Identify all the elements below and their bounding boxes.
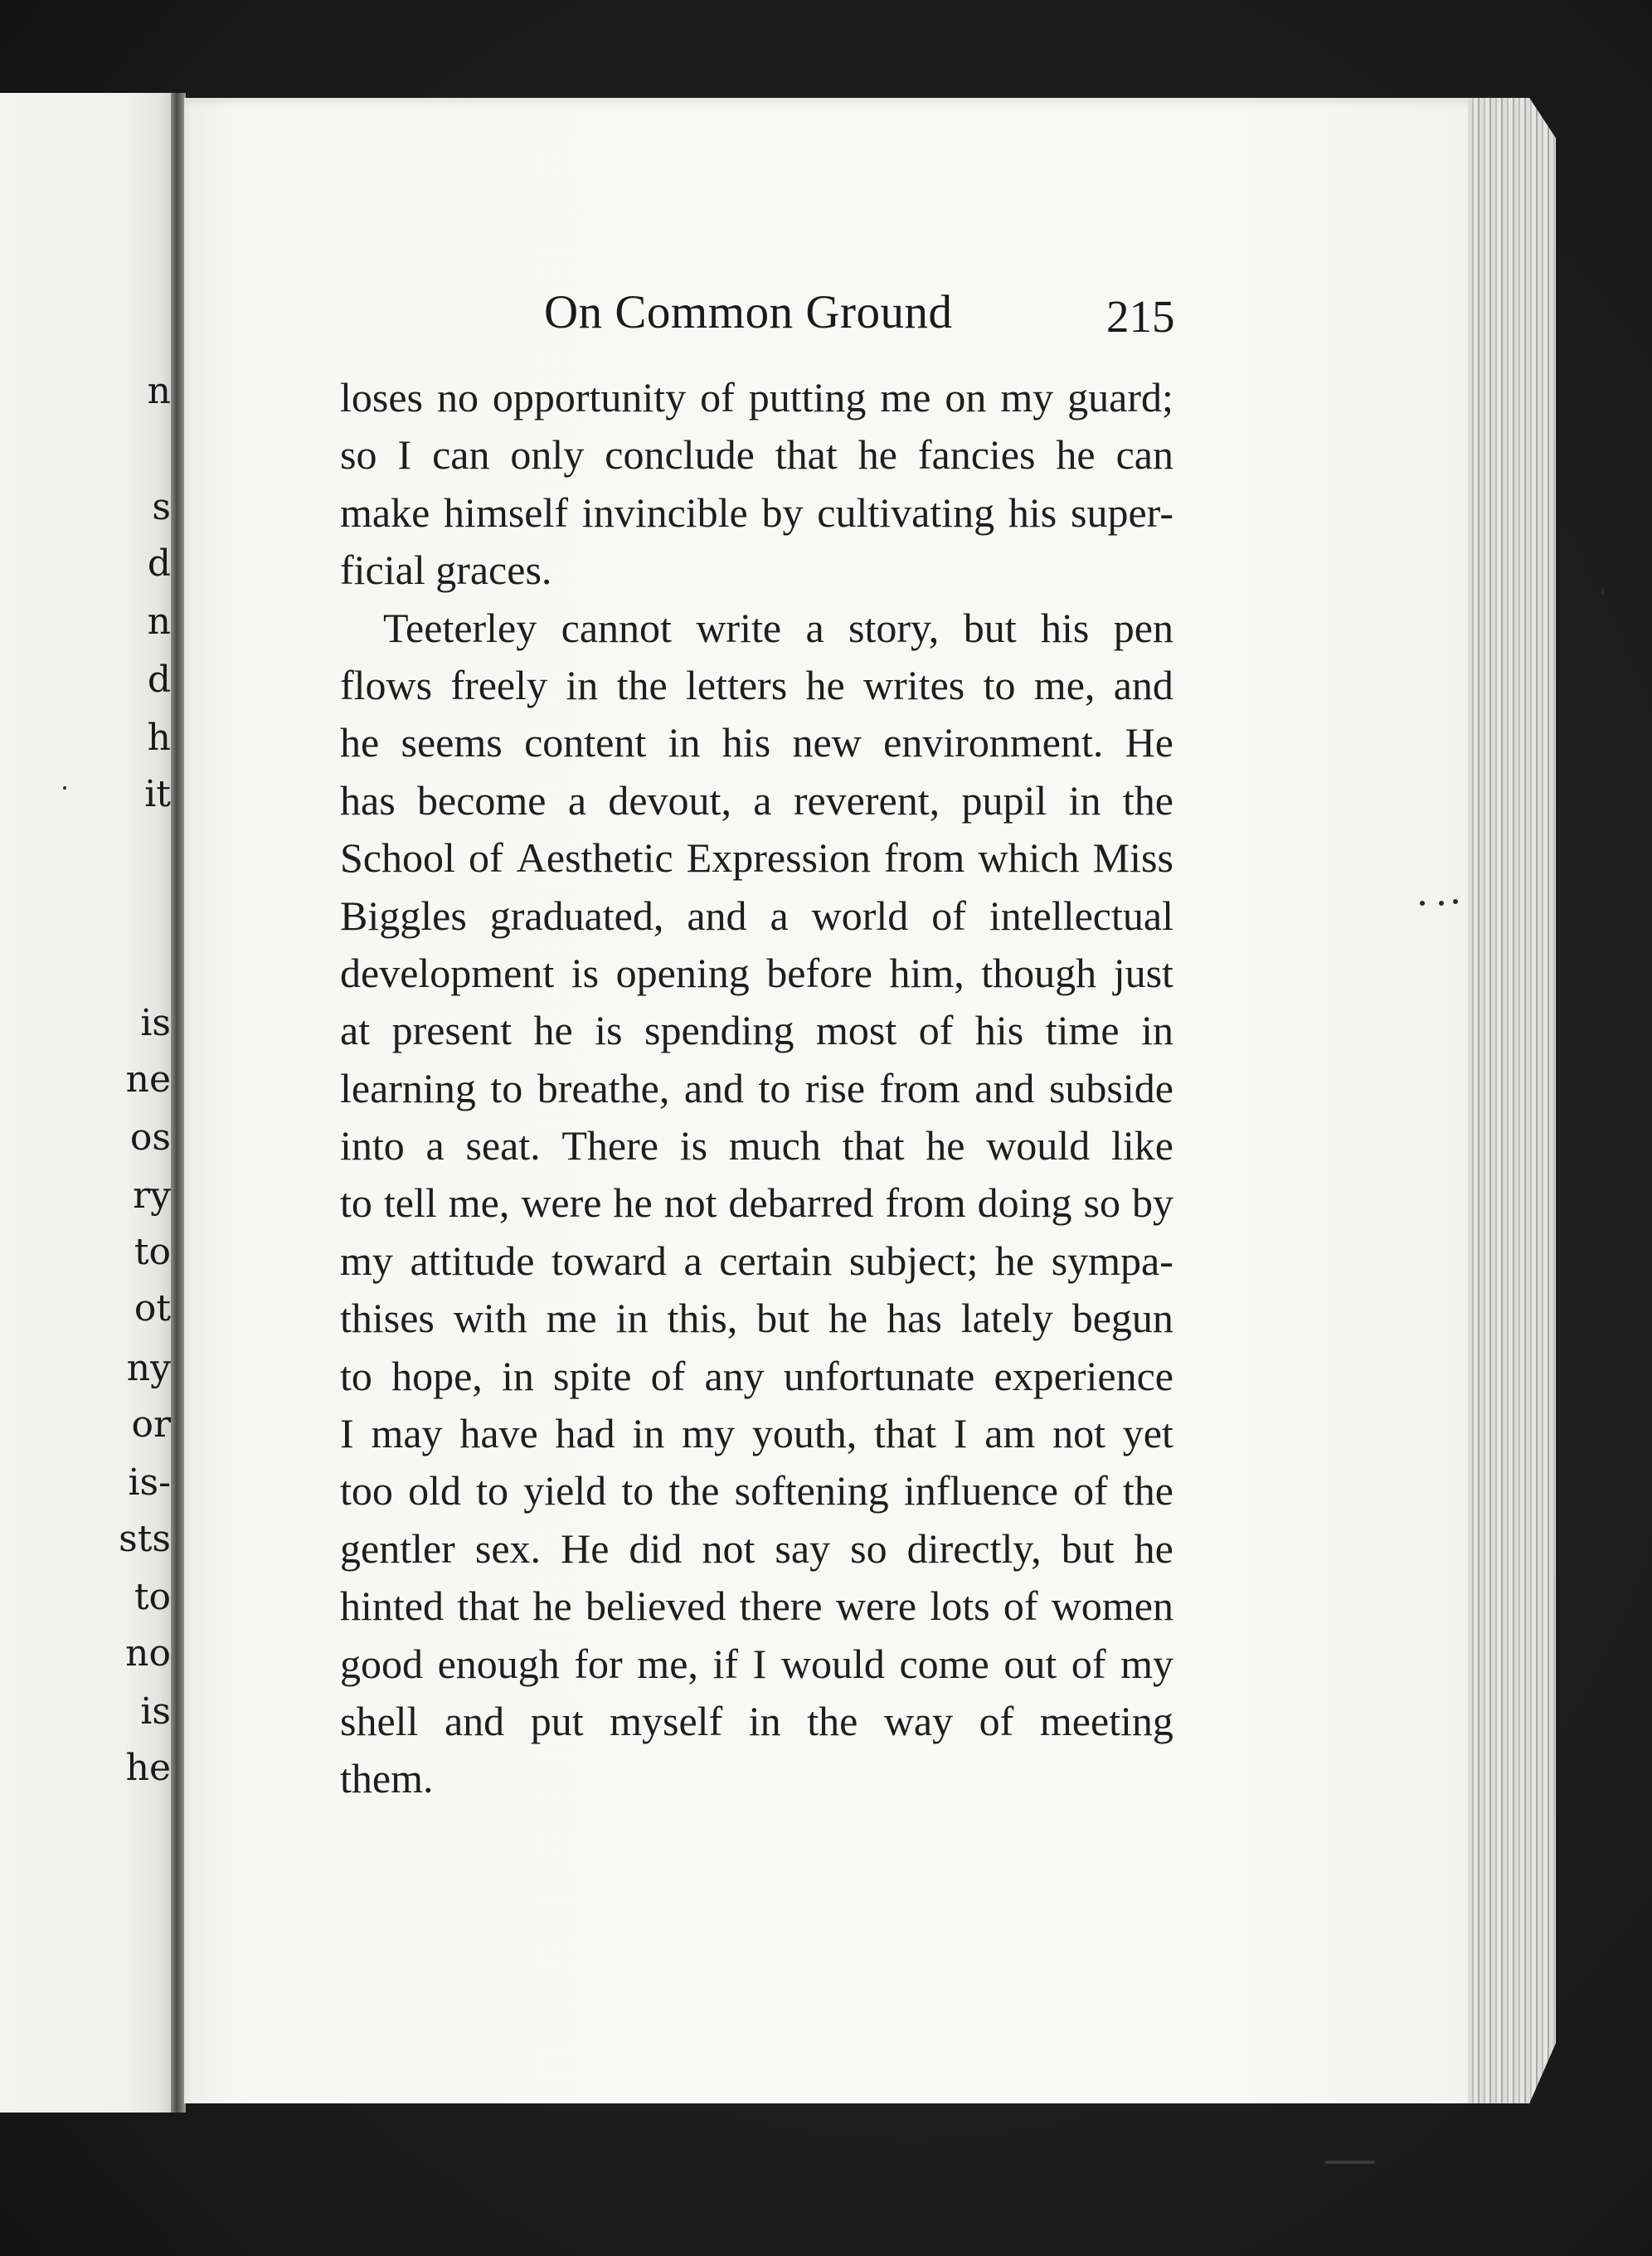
word: opening [615, 949, 750, 996]
word: he [1134, 1524, 1173, 1572]
word: story, [848, 604, 940, 651]
word: present [391, 1007, 512, 1054]
word: me [880, 374, 931, 421]
word: had [555, 1410, 615, 1457]
word: Aesthetic [516, 834, 673, 882]
word: did [629, 1524, 683, 1572]
word: guard; [1067, 374, 1173, 421]
word: is [679, 1122, 708, 1169]
word: am [984, 1410, 1036, 1457]
word: the [668, 1467, 720, 1515]
word: and [1113, 661, 1173, 708]
word: development [340, 949, 555, 996]
word: he [532, 1583, 572, 1630]
dust-speck [1601, 587, 1605, 595]
word: a [753, 776, 772, 824]
word: seat. [465, 1122, 541, 1169]
word: Miss [1092, 834, 1173, 882]
word: reverent, [793, 776, 940, 824]
word: in [668, 719, 701, 766]
word: he [858, 431, 897, 479]
word: hinted [340, 1583, 444, 1630]
word: subside [1048, 1064, 1173, 1111]
word: out [1003, 1640, 1057, 1687]
left-page-fragment: no [125, 1632, 171, 1675]
word: of [931, 892, 966, 939]
word: before [766, 949, 872, 996]
dust-speck [63, 786, 66, 790]
word: to [490, 1064, 523, 1111]
word: cultivating [817, 489, 995, 536]
word: is [571, 949, 600, 996]
word: begun [1071, 1295, 1173, 1342]
left-page-fragment: ny [126, 1347, 171, 1389]
left-page-fragment: it [144, 773, 171, 815]
word: to [476, 1467, 509, 1515]
word: but [963, 604, 1017, 651]
word: conclude [605, 431, 755, 479]
word: lots [930, 1583, 990, 1630]
word: any [704, 1352, 765, 1399]
word: pen [1113, 604, 1173, 651]
word: that [874, 1410, 937, 1457]
word: would [986, 1122, 1091, 1169]
left-page-text-fragments [71, 93, 171, 2113]
word: he [613, 1179, 653, 1227]
word: not [702, 1524, 756, 1572]
word: I [397, 431, 412, 479]
text-line [340, 1578, 1173, 1635]
left-page-fragment: or [131, 1403, 171, 1446]
word: if [712, 1640, 739, 1687]
word: would [780, 1640, 885, 1687]
text-line [340, 714, 1173, 771]
left-page-fragment: s [152, 486, 171, 528]
word: can [1115, 431, 1173, 479]
word: of [1003, 1583, 1038, 1630]
word: no [436, 374, 479, 421]
word: thises [340, 1295, 435, 1342]
left-page-fragment: is- [128, 1461, 171, 1504]
word: a [683, 1237, 702, 1284]
word: to [621, 1467, 654, 1515]
dust-speck [1325, 2161, 1375, 2164]
word: He [561, 1524, 610, 1572]
word: of [650, 1352, 686, 1399]
word: that [775, 431, 838, 479]
word: he [1056, 431, 1096, 479]
word: meeting [1039, 1697, 1173, 1744]
word: say [775, 1524, 831, 1572]
word: write [696, 604, 782, 651]
word: a [567, 776, 587, 824]
word: he [828, 1295, 868, 1342]
left-page-fragment: ne [125, 1058, 171, 1101]
left-page-fragment: h [147, 717, 171, 759]
word: writes [863, 661, 965, 708]
word: seems [401, 719, 503, 766]
word: the [1122, 1467, 1173, 1515]
word: that [457, 1583, 520, 1630]
word: lately [960, 1295, 1053, 1342]
word: softening [734, 1467, 889, 1515]
word: breathe, [537, 1064, 670, 1111]
word: his [722, 719, 771, 766]
word: of [469, 834, 503, 882]
word: his [1041, 604, 1090, 651]
left-page [0, 93, 177, 2113]
word: me [546, 1295, 597, 1342]
text-line [340, 1060, 1173, 1117]
word: experience [994, 1352, 1173, 1399]
word: my [1120, 1640, 1173, 1687]
word: content [524, 719, 647, 766]
word: like [1110, 1122, 1173, 1169]
word: from [879, 1064, 960, 1111]
word: to [758, 1064, 791, 1111]
left-page-fragment: os [129, 1116, 171, 1159]
left-page-fragment: n [147, 600, 171, 643]
word: loses [340, 374, 423, 421]
word: me, [1033, 661, 1096, 708]
word: yield [523, 1467, 607, 1515]
word: most [816, 1007, 897, 1054]
word: debarred [728, 1179, 874, 1227]
word: he [805, 661, 845, 708]
word: and [687, 892, 747, 939]
text-line [340, 600, 1173, 657]
word: flows [340, 661, 433, 708]
word: at [340, 1007, 371, 1054]
word: world [811, 892, 909, 939]
word: learning [340, 1064, 476, 1111]
word: doing [977, 1179, 1072, 1227]
word: the [1122, 776, 1173, 824]
text-line [340, 657, 1173, 714]
word: I [752, 1640, 767, 1687]
word: He [1125, 719, 1173, 766]
word: in [566, 661, 599, 708]
text-line: them. [340, 1755, 434, 1802]
word: from [885, 1179, 966, 1227]
left-page-fragment: d [147, 542, 171, 585]
word: by [761, 489, 804, 536]
word: Biggles [340, 892, 467, 939]
word: putting [748, 374, 867, 421]
text-line [340, 1290, 1173, 1347]
word: fancies [917, 431, 1036, 479]
word: may [371, 1410, 443, 1457]
word: old [408, 1467, 461, 1515]
word: good [340, 1640, 423, 1687]
word: in [1141, 1007, 1173, 1054]
word: graduated, [489, 892, 664, 939]
word: my [340, 1237, 393, 1284]
word: spending [644, 1007, 794, 1054]
word: my [682, 1410, 736, 1457]
word: not [1052, 1410, 1106, 1457]
word: on [945, 374, 987, 421]
word: attitude [410, 1237, 535, 1284]
left-page-fragment: sts [119, 1518, 171, 1560]
word: pupil [961, 776, 1047, 824]
word: enough [437, 1640, 560, 1687]
left-page-fragment: he [125, 1747, 171, 1789]
text-line [340, 1174, 1173, 1232]
word: of [700, 374, 735, 421]
word: so [850, 1524, 887, 1572]
text-line [340, 1117, 1173, 1174]
word: his [974, 1007, 1024, 1054]
left-page-fragment: ot [134, 1287, 171, 1330]
word: influence [903, 1467, 1058, 1515]
dust-speck [1439, 901, 1444, 906]
word: School [340, 834, 455, 882]
word: much [728, 1122, 821, 1169]
word: of [979, 1697, 1014, 1744]
word: a [770, 892, 789, 939]
word: me, [448, 1179, 510, 1227]
word: become [417, 776, 547, 824]
word: that [842, 1122, 905, 1169]
text-line [340, 1693, 1173, 1750]
word: devout, [608, 776, 731, 824]
word: There [561, 1122, 658, 1169]
body-text [340, 369, 1173, 1808]
text-line [340, 887, 1173, 945]
word: a [425, 1122, 445, 1169]
word: toward [551, 1237, 667, 1284]
word: I [340, 1410, 354, 1457]
word: directly, [906, 1524, 1042, 1572]
text-line [340, 1462, 1173, 1519]
page-number: 215 [1106, 291, 1175, 342]
left-page-fragment: d [147, 659, 171, 701]
word: so [340, 431, 377, 479]
word: to [340, 1179, 372, 1227]
word: were [835, 1583, 917, 1630]
word: sympa- [1051, 1237, 1173, 1284]
word: he [340, 719, 380, 766]
word: though [981, 949, 1097, 996]
word: sex. [474, 1524, 542, 1572]
word: he [994, 1237, 1035, 1284]
word: to [983, 661, 1016, 708]
text-line [340, 1002, 1173, 1059]
word: just [1113, 949, 1173, 996]
word: a [805, 604, 824, 651]
left-page-fragment: to [134, 1576, 171, 1618]
word: is [595, 1007, 623, 1054]
word: in [748, 1697, 781, 1744]
word: for [574, 1640, 623, 1687]
word: the [807, 1697, 858, 1744]
word: were [521, 1179, 602, 1227]
left-page-fragment: n [147, 370, 171, 412]
word: rise [804, 1064, 866, 1111]
word: super- [1071, 489, 1173, 536]
word: Expression [686, 834, 871, 882]
word: time [1045, 1007, 1120, 1054]
word: shell [340, 1697, 419, 1744]
word: not [663, 1179, 717, 1227]
text-line [340, 1636, 1173, 1693]
word: there [739, 1583, 823, 1630]
word: of [1073, 1467, 1108, 1515]
word: letters [686, 661, 788, 708]
word: opportunity [492, 374, 687, 421]
word: cannot [561, 604, 672, 651]
word: intellectual [989, 892, 1173, 939]
word: believed [585, 1583, 726, 1630]
word: gentler [340, 1524, 455, 1572]
text-line [340, 1348, 1173, 1405]
word: has [887, 1295, 942, 1342]
word: freely [450, 661, 548, 708]
text-line: ficial graces. [340, 547, 552, 594]
word: and [974, 1064, 1035, 1111]
word: in [632, 1410, 665, 1457]
text-line [340, 484, 1173, 542]
left-page-fragment: is [140, 1002, 171, 1044]
word: which [978, 834, 1080, 882]
word: my [1000, 374, 1054, 421]
word: myself [610, 1697, 723, 1744]
word: he [533, 1007, 573, 1054]
word: with [453, 1295, 527, 1342]
text-line [340, 772, 1173, 829]
running-title: On Common Ground [544, 286, 953, 338]
word: I [953, 1410, 968, 1457]
word: can [432, 431, 490, 479]
word: the [616, 661, 668, 708]
word: himself [444, 489, 569, 536]
word: subject; [848, 1237, 979, 1284]
text-line [340, 1520, 1173, 1578]
word: his [1008, 489, 1057, 536]
text-line [340, 369, 1173, 426]
word: of [1071, 1640, 1106, 1687]
word: has [340, 776, 396, 824]
word: come [899, 1640, 989, 1687]
word: too [340, 1467, 393, 1515]
word: in [615, 1295, 649, 1342]
word: women [1051, 1583, 1173, 1630]
word: new [792, 719, 862, 766]
word: make [340, 489, 430, 536]
word: put [530, 1697, 584, 1744]
word: of [918, 1007, 954, 1054]
word: and [683, 1064, 745, 1111]
word: and [444, 1697, 505, 1744]
word: only [510, 431, 585, 479]
word: yet [1122, 1410, 1173, 1457]
text-line [340, 426, 1173, 484]
word: me, [637, 1640, 698, 1687]
word: way [883, 1697, 954, 1744]
word: spite [553, 1352, 632, 1399]
word: certain [719, 1237, 833, 1284]
left-page-fragment: to [134, 1231, 171, 1273]
word: Teeterley [383, 604, 537, 651]
word: him, [889, 949, 964, 996]
word: by [1131, 1179, 1173, 1227]
text-line [340, 829, 1173, 887]
dust-speck [1453, 899, 1458, 904]
dust-speck [1420, 901, 1425, 906]
page-edges [1468, 98, 1556, 2103]
word: hope, [391, 1352, 483, 1399]
text-line [340, 1405, 1173, 1462]
word: in [1068, 776, 1101, 824]
word: into [340, 1122, 405, 1169]
word: he [926, 1122, 965, 1169]
word: to [340, 1352, 372, 1399]
text-line [340, 945, 1173, 1002]
word: youth, [751, 1410, 858, 1457]
word: have [459, 1410, 538, 1457]
word: in [501, 1352, 534, 1399]
word: invincible [581, 489, 748, 536]
left-page-fragment: is [140, 1690, 171, 1733]
word: but [1061, 1524, 1115, 1572]
word: unfortunate [783, 1352, 975, 1399]
word: but [756, 1295, 810, 1342]
word: environment. [883, 719, 1104, 766]
left-page-fragment: ry [133, 1174, 171, 1217]
text-line [340, 1233, 1173, 1290]
word: tell [383, 1179, 437, 1227]
word: so [1083, 1179, 1120, 1227]
word: from [884, 834, 965, 882]
word: this, [667, 1295, 738, 1342]
